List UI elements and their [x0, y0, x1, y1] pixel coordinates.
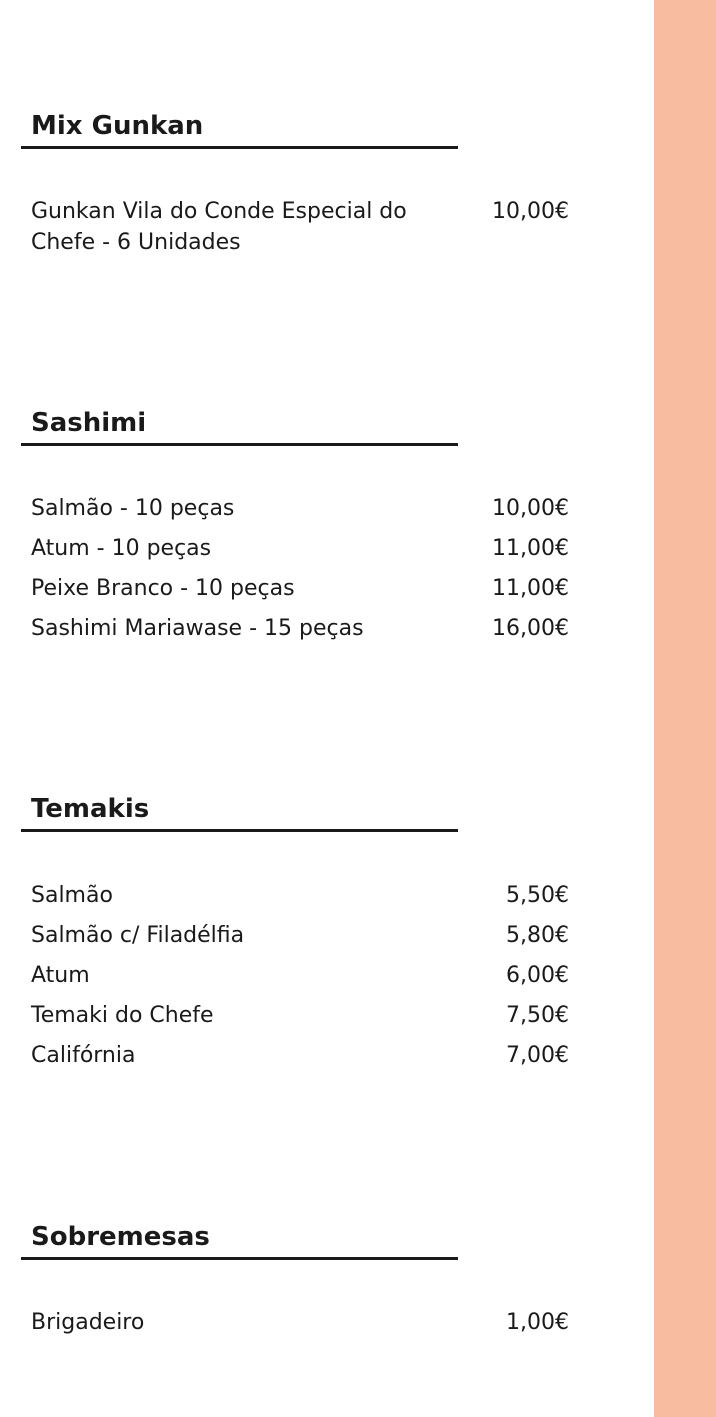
menu-item-name: Gunkan Vila do Conde Especial do Chefe - 6 Unidades [31, 199, 407, 255]
menu-item-price: 7,50€ [506, 1003, 569, 1028]
section-title: Sobremesas [31, 1222, 210, 1252]
section-title: Temakis [31, 794, 150, 824]
menu-item-price: 10,00€ [492, 496, 569, 521]
menu-item-price: 5,80€ [506, 923, 569, 948]
menu-item-name: Atum [31, 963, 90, 988]
decorative-side-band [654, 0, 716, 1417]
menu-item-name: Salmão c/ Filadélfia [31, 923, 245, 948]
menu-item [0, 196, 600, 258]
section-title: Mix Gunkan [31, 111, 204, 141]
menu-item [0, 1307, 600, 1347]
menu-item [0, 573, 600, 613]
menu-item-price: 11,00€ [492, 536, 569, 561]
section-title: Sashimi [31, 408, 147, 438]
menu-item-name: Temaki do Chefe [31, 1003, 214, 1028]
menu-item [0, 1040, 600, 1080]
menu-item-price: 10,00€ [492, 199, 569, 224]
section-divider [21, 829, 458, 832]
menu-item-name: Brigadeiro [31, 1310, 145, 1335]
menu-item-price: 5,50€ [506, 883, 569, 908]
menu-item [0, 880, 600, 920]
menu-item-name: Sashimi Mariawase - 15 peças [31, 616, 364, 641]
menu-item [0, 493, 600, 533]
section-divider [21, 443, 458, 446]
menu-item-price: 11,00€ [492, 576, 569, 601]
menu-item-name: Atum - 10 peças [31, 536, 212, 561]
menu-item-price: 16,00€ [492, 616, 569, 641]
menu-item-price: 1,00€ [506, 1310, 569, 1335]
menu-item [0, 960, 600, 1000]
menu-item-name: Salmão - 10 peças [31, 496, 235, 521]
menu-item-price: 6,00€ [506, 963, 569, 988]
menu-item-name: Califórnia [31, 1043, 136, 1068]
menu-item-name: Peixe Branco - 10 peças [31, 576, 295, 601]
section-divider [21, 146, 458, 149]
menu-item [0, 533, 600, 573]
section-divider [21, 1257, 458, 1260]
menu-item [0, 920, 600, 960]
menu-item-name: Salmão [31, 883, 113, 908]
menu-item [0, 613, 600, 653]
menu-item-price: 7,00€ [506, 1043, 569, 1068]
menu-item [0, 1000, 600, 1040]
